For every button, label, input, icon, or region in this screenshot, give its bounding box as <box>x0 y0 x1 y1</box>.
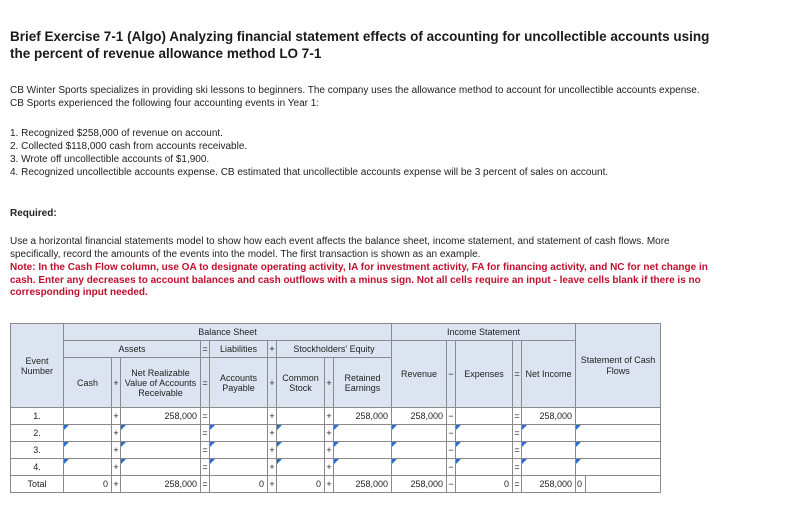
expenses-input[interactable] <box>456 442 513 459</box>
cs-input[interactable] <box>277 442 325 459</box>
equals-sign: = <box>201 408 210 425</box>
ap-input[interactable] <box>210 425 268 442</box>
plus-sign: + <box>268 358 277 408</box>
plus-sign: + <box>325 408 334 425</box>
nrv-input[interactable] <box>121 459 201 476</box>
nrv-input[interactable] <box>121 442 201 459</box>
assets-header: Assets <box>64 341 201 358</box>
minus-sign: − <box>447 408 456 425</box>
plus-sign: + <box>268 341 277 358</box>
expenses-total: 0 <box>456 476 513 493</box>
plus-sign: + <box>112 408 121 425</box>
plus-sign: + <box>112 442 121 459</box>
net-income-total: 258,000 <box>522 476 576 493</box>
plus-sign: + <box>112 425 121 442</box>
expenses-input[interactable] <box>456 425 513 442</box>
cs-cell <box>277 408 325 425</box>
plus-sign: + <box>268 476 277 493</box>
nrv-total: 258,000 <box>121 476 201 493</box>
revenue-cell: 258,000 <box>392 408 447 425</box>
plus-sign: + <box>112 459 121 476</box>
plus-sign: + <box>325 358 334 408</box>
re-input[interactable] <box>334 442 392 459</box>
re-input[interactable] <box>334 425 392 442</box>
liabilities-header: Liabilities <box>210 341 268 358</box>
event-item: 4. Recognized uncollectible accounts expense. CB estimated that uncollectible accounts expense will be 3 percent of sales on account. <box>10 167 609 178</box>
revenue-input[interactable] <box>392 459 447 476</box>
ap-total: 0 <box>210 476 268 493</box>
event-item: 2. Collected $118,000 cash from accounts receivable. <box>10 141 248 152</box>
cash-total: 0 <box>64 476 112 493</box>
plus-sign: + <box>268 425 277 442</box>
equals-sign: = <box>513 442 522 459</box>
page-title: Brief Exercise 7-1 (Algo) Analyzing financial statement effects of accounting for uncollectible accounts using the percent of revenue allowance method LO 7-1 <box>10 29 710 61</box>
retained-earnings-header: Retained Earnings <box>334 358 392 408</box>
cash-header: Cash <box>64 358 112 408</box>
equals-sign: = <box>201 425 210 442</box>
expenses-header: Expenses <box>456 341 513 408</box>
cash-flow-input[interactable] <box>576 442 661 459</box>
cash-input[interactable] <box>64 459 112 476</box>
minus-sign: − <box>447 425 456 442</box>
nrv-cell: 258,000 <box>121 408 201 425</box>
plus-sign: + <box>112 476 121 493</box>
events-list <box>10 127 710 179</box>
event-item: 3. Wrote off uncollectible accounts of $1,900. <box>10 154 210 165</box>
net-income-input[interactable] <box>522 442 576 459</box>
note-text: Note: In the Cash Flow column, use OA to designate operating activity, IA for investment activity, FA for financing activity, and NC for net change in cash. Enter any decreases to account balances and cash outflows with a minus sign. Not all cells require an input - leave cells blank if there is no corresponding input needed. <box>10 262 708 298</box>
cash-flow-cell <box>576 408 661 425</box>
re-total: 258,000 <box>334 476 392 493</box>
cash-cell <box>64 408 112 425</box>
row-label: Total <box>11 476 64 493</box>
ap-input[interactable] <box>210 442 268 459</box>
event-item: 1. Recognized $258,000 of revenue on account. <box>10 128 223 139</box>
event-number-header: Event Number <box>11 324 64 408</box>
revenue-header: Revenue <box>392 341 447 408</box>
total-row <box>11 476 661 493</box>
revenue-input[interactable] <box>392 442 447 459</box>
equals-sign: = <box>201 459 210 476</box>
cash-flow-input[interactable] <box>576 425 661 442</box>
equity-header: Stockholders' Equity <box>277 341 392 358</box>
ap-input[interactable] <box>210 459 268 476</box>
cash-flow-total: 0 <box>576 476 586 493</box>
accounts-payable-header: Accounts Payable <box>210 358 268 408</box>
financial-model-table <box>10 323 661 493</box>
instructions-text: Use a horizontal financial statements model to show how each event affects the balance sheet, income statement, and statement of cash flows. More specifically, record the amounts of the events into the model. The first transaction is shown as an example. <box>10 236 670 260</box>
equals-sign: = <box>513 425 522 442</box>
net-income-input[interactable] <box>522 459 576 476</box>
revenue-input[interactable] <box>392 425 447 442</box>
table-row <box>11 459 661 476</box>
plus-sign: + <box>325 425 334 442</box>
minus-sign: − <box>447 341 456 408</box>
income-statement-header: Income Statement <box>392 324 576 341</box>
cash-input[interactable] <box>64 442 112 459</box>
cash-flow-input[interactable] <box>576 459 661 476</box>
row-label: 4. <box>11 459 64 476</box>
expenses-cell <box>456 408 513 425</box>
plus-sign: + <box>268 408 277 425</box>
equals-sign: = <box>513 341 522 408</box>
cs-input[interactable] <box>277 459 325 476</box>
nrv-header: Net Realizable Value of Accounts Receivable <box>121 358 201 408</box>
minus-sign: − <box>447 442 456 459</box>
revenue-total: 258,000 <box>392 476 447 493</box>
re-cell: 258,000 <box>334 408 392 425</box>
net-income-input[interactable] <box>522 425 576 442</box>
cs-input[interactable] <box>277 425 325 442</box>
cash-input[interactable] <box>64 425 112 442</box>
table-row <box>11 425 661 442</box>
net-income-header: Net Income <box>522 341 576 408</box>
ap-cell <box>210 408 268 425</box>
plus-sign: + <box>325 476 334 493</box>
equals-sign: = <box>201 476 210 493</box>
re-input[interactable] <box>334 459 392 476</box>
equals-sign: = <box>513 408 522 425</box>
plus-sign: + <box>325 442 334 459</box>
plus-sign: + <box>325 459 334 476</box>
equals-sign: = <box>513 459 522 476</box>
equals-sign: = <box>201 358 210 408</box>
table-row <box>11 442 661 459</box>
cs-total: 0 <box>277 476 325 493</box>
row-label: 1. <box>11 408 64 425</box>
cash-flows-header: Statement of Cash Flows <box>576 324 661 408</box>
intro-text: CB Winter Sports specializes in providing ski lessons to beginners. The company uses the allowance method to account for uncollectible accounts expense. CB Sports experienced the following four accounting events in Year 1: <box>10 85 700 109</box>
net-income-cell: 258,000 <box>522 408 576 425</box>
expenses-input[interactable] <box>456 459 513 476</box>
cash-flow-total-spacer <box>586 476 661 493</box>
plus-sign: + <box>268 459 277 476</box>
plus-sign: + <box>112 358 121 408</box>
row-label: 2. <box>11 425 64 442</box>
equals-sign: = <box>201 341 210 358</box>
row-label: 3. <box>11 442 64 459</box>
equals-sign: = <box>513 476 522 493</box>
equals-sign: = <box>201 442 210 459</box>
plus-sign: + <box>268 442 277 459</box>
minus-sign: − <box>447 459 456 476</box>
common-stock-header: Common Stock <box>277 358 325 408</box>
balance-sheet-header: Balance Sheet <box>64 324 392 341</box>
nrv-input[interactable] <box>121 425 201 442</box>
minus-sign: − <box>447 476 456 493</box>
table-row <box>11 408 661 425</box>
required-label: Required: <box>10 208 57 219</box>
